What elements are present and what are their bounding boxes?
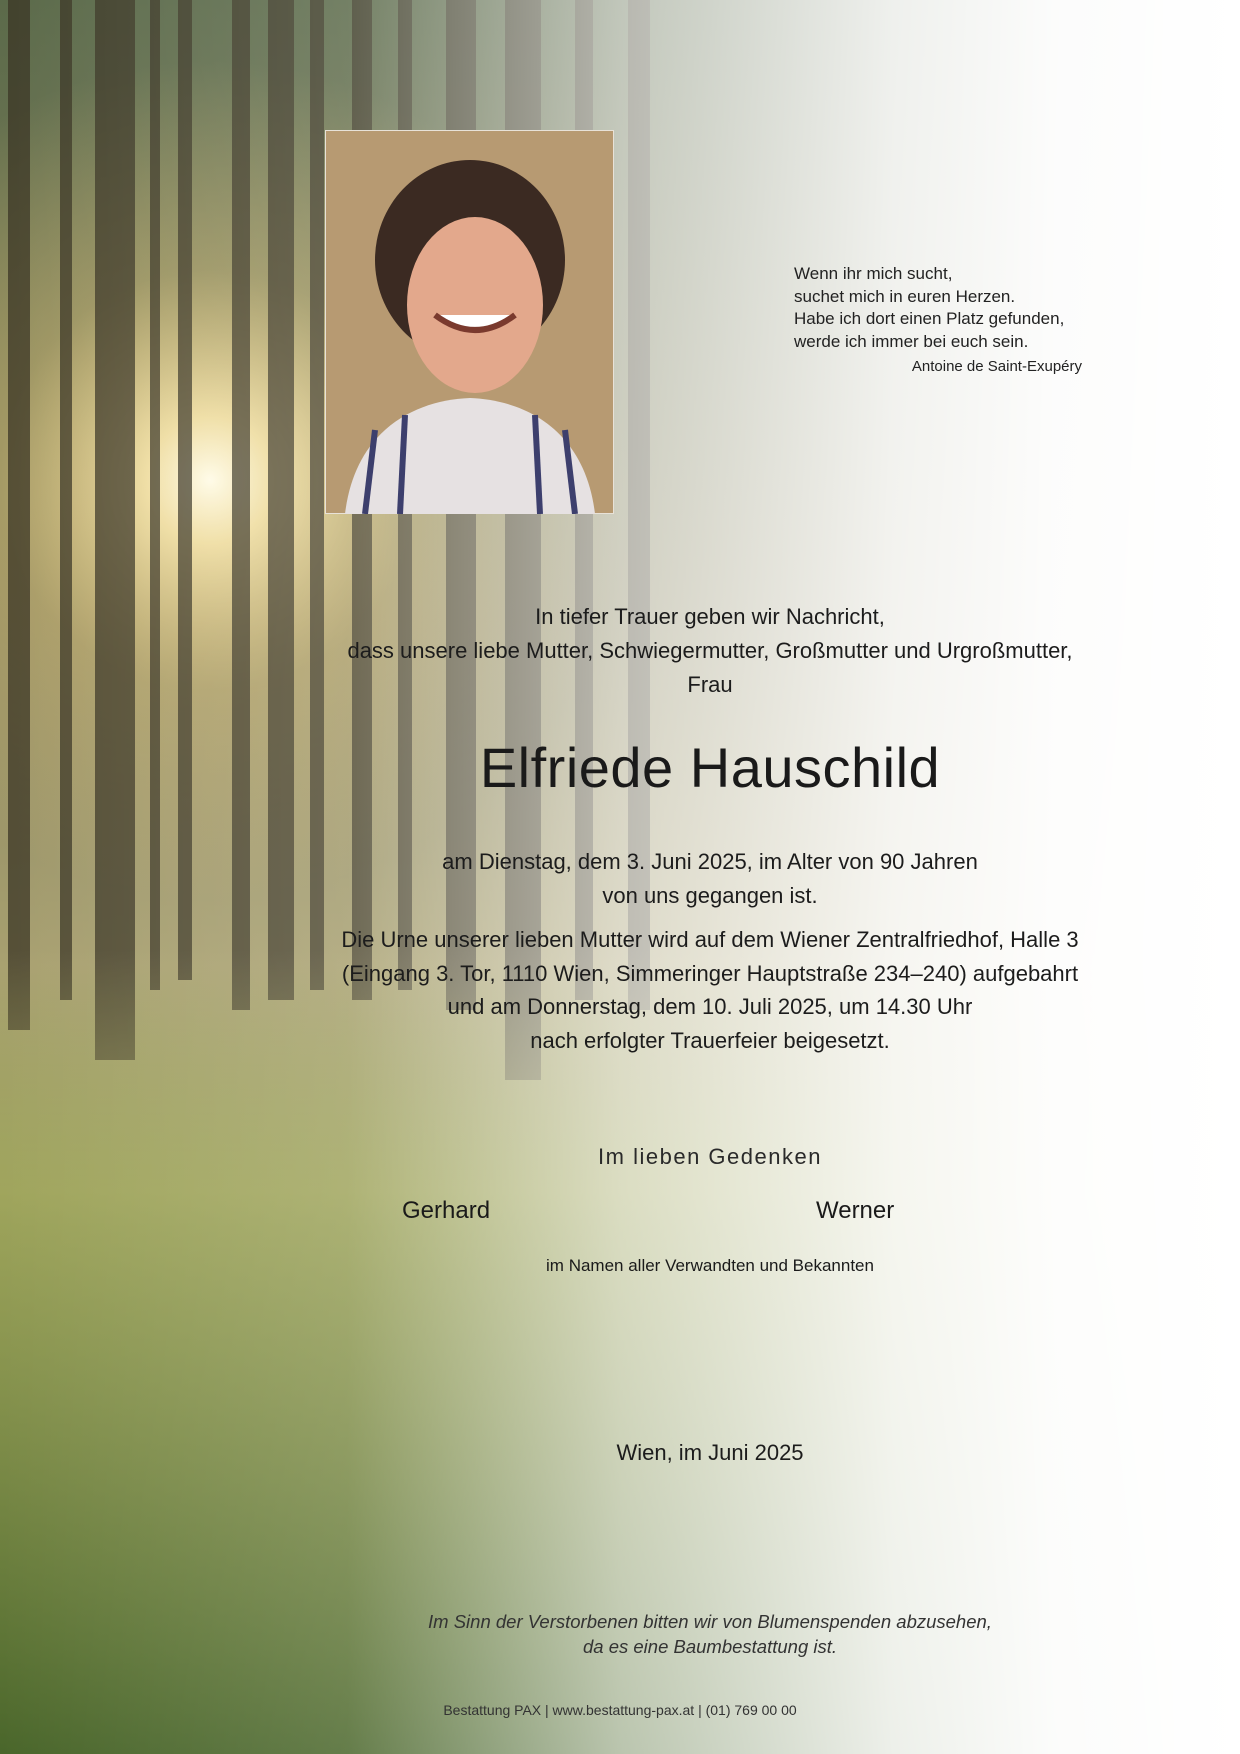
donation-note [290, 1609, 1130, 1659]
intro-line: Frau [687, 672, 733, 697]
quote-line: Wenn ihr mich sucht, [794, 264, 953, 283]
memory-heading: Im lieben Gedenken [598, 1144, 822, 1169]
intro-line: dass unsere liebe Mutter, Schwiegermutter, Großmutter und Urgroßmutter, [347, 638, 1073, 663]
portrait-image [325, 130, 614, 514]
donation-line: da es eine Baumbestattung ist. [582, 1636, 838, 1657]
funeral-line: Die Urne unserer lieben Mutter wird auf dem Wiener Zentralfriedhof, Halle 3 [341, 927, 1079, 952]
funeral-info [290, 923, 1130, 1057]
funeral-home-footer: Bestattung PAX | www.bestattung-pax.at | (01) 769 00 00 [443, 1702, 797, 1718]
place-date: Wien, im Juni 2025 [616, 1440, 804, 1465]
relatives-line: im Namen aller Verwandten und Bekannten [546, 1256, 874, 1275]
quote-line: suchet mich in euren Herzen. [794, 286, 1016, 306]
quote-line: Habe ich dort einen Platz gefunden, [794, 309, 1065, 328]
quote-line: werde ich immer bei euch sein. [794, 331, 1029, 351]
passing-line: am Dienstag, dem 3. Juni 2025, im Alter von 90 Jahren [442, 849, 978, 874]
mourner-name: Werner [816, 1197, 895, 1224]
passing-line: von uns gegangen ist. [602, 883, 818, 908]
donation-line: Im Sinn der Verstorbenen bitten wir von Blumenspenden abzusehen, [428, 1611, 992, 1632]
quote-author: Antoine de Saint-Exupéry [911, 358, 1082, 375]
intro-line: In tiefer Trauer geben wir Nachricht, [535, 604, 885, 629]
funeral-line: nach erfolgter Trauerfeier beigesetzt. [530, 1027, 890, 1053]
funeral-line: (Eingang 3. Tor, 1110 Wien, Simmeringer Hauptstraße 234–240) aufgebahrt [341, 960, 1079, 986]
mourner-name: Gerhard [402, 1197, 491, 1224]
deceased-portrait [325, 130, 614, 514]
announcement-intro [290, 600, 1130, 702]
passing-info [290, 845, 1130, 913]
funeral-line: und am Donnerstag, dem 10. Juli 2025, um 14.30 Uhr [447, 994, 973, 1019]
deceased-name: Elfriede Hauschild [479, 736, 941, 799]
quote-block [794, 263, 1094, 353]
